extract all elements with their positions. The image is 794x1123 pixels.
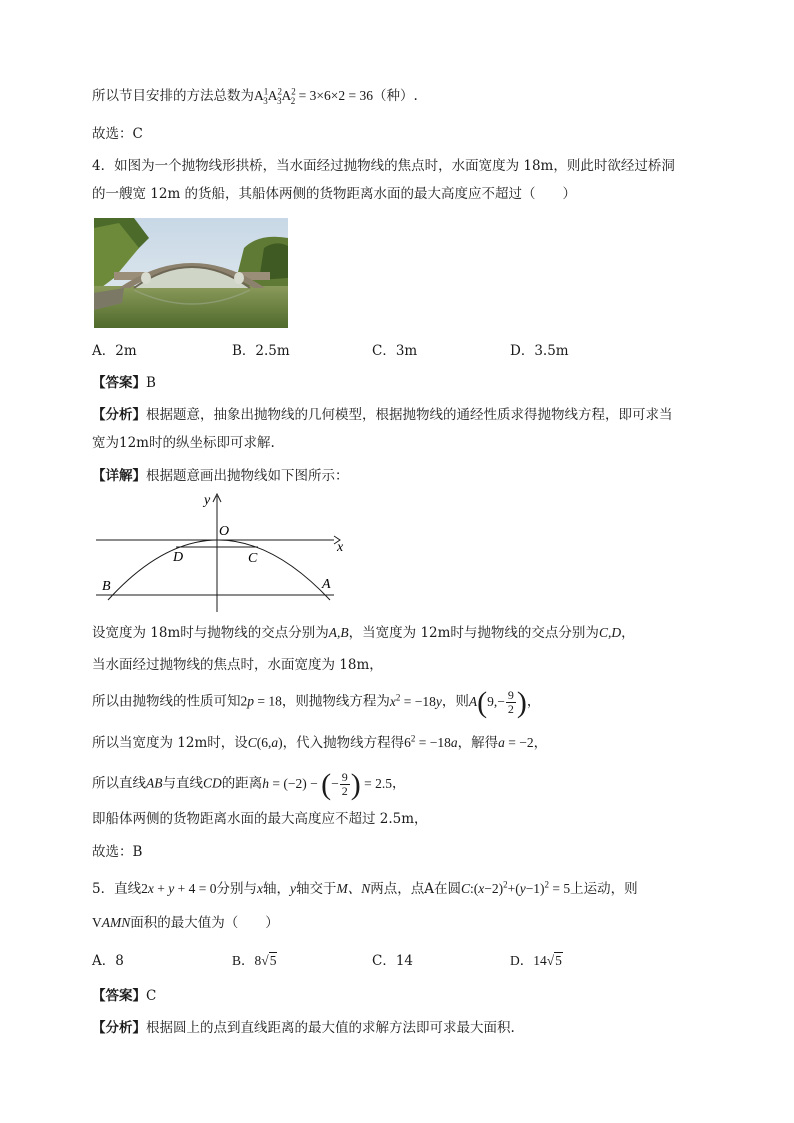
- text-line: [92, 86, 418, 106]
- text-segment: ，: [621, 625, 635, 641]
- detail-tag: 【详解】: [92, 468, 146, 484]
- parabola-curve: [108, 540, 330, 600]
- math-expression: A(9,− $\frac{9}{2}$ ): [468, 685, 527, 719]
- math-expression: y: [289, 881, 296, 896]
- answer-line: [92, 373, 156, 393]
- text-segment: 设宽度为 18m时与抛物线的交点分别为: [92, 625, 329, 641]
- option-d: D．3.5m: [510, 343, 569, 359]
- option-a: A．2m: [92, 343, 137, 359]
- analysis-line-1: [92, 405, 673, 425]
- analysis-line-2: 宽为12m时的纵坐标即可求解.: [92, 435, 275, 451]
- answer-value: B: [146, 375, 156, 391]
- text-segment: 所以由抛物线的性质可知: [92, 693, 241, 710]
- math-expression: $A^1_3A^2_3A^2_2 = 3\times 6\times 2 = 36$: [254, 86, 373, 106]
- math-expression: 2p = 18: [240, 693, 282, 709]
- analysis-tag: 【分析】: [92, 1020, 146, 1036]
- analysis-line-3: [92, 1018, 515, 1038]
- text-segment: ，则: [441, 693, 469, 710]
- text-segment: 面积的最大值为（ ）: [130, 915, 279, 931]
- text-segment: 所以节目安排的方法总数为: [92, 88, 254, 104]
- math-expression: CD: [203, 775, 222, 791]
- bridge-photo: [94, 218, 288, 328]
- q5-option-c: C．14: [372, 953, 414, 969]
- label-c: C: [248, 551, 258, 566]
- label-b: B: [102, 579, 111, 594]
- q5-option-a: A．8: [92, 953, 124, 969]
- answer-tag: 【答案】: [92, 988, 146, 1004]
- solution-line-6: 即船体两侧的货物距离水面的最大高度应不超过 2.5m，: [92, 811, 428, 827]
- solution-line-5: 所以直线AB与直线CD的距离h = (−2) − (− $\frac{9}{2}$ ) = 2.5，: [92, 767, 406, 801]
- math-expression: VAMN: [92, 915, 131, 930]
- question-4-line-2: 的一艘宽 12m 的货船，其船体两侧的货物距离水面的最大高度应不超过（ ）: [92, 186, 577, 202]
- text-segment: ，解得: [457, 735, 499, 751]
- math-expression: 2x + y + 4 = 0: [141, 881, 217, 896]
- math-expression: $x^2 = -18y$: [389, 692, 442, 709]
- text-segment: 轴，: [262, 881, 290, 897]
- text-segment: 分别与: [216, 881, 257, 897]
- math-expression: C,D: [598, 625, 622, 640]
- analysis-text: 根据题意，抽象出抛物线的几何模型，根据抛物线的通经性质求得抛物线方程，即可求当: [146, 407, 673, 423]
- math-expression: AB: [146, 775, 163, 791]
- analysis-tag: 【分析】: [92, 407, 146, 423]
- parabola-diagram: [90, 490, 350, 615]
- answer-line-2: [92, 986, 156, 1006]
- answer-value: C: [146, 988, 157, 1004]
- math-expression: A,B: [328, 625, 349, 640]
- label-y: y: [204, 493, 211, 508]
- text-segment: ，当宽度为 12m时与抛物线的交点分别为: [348, 625, 599, 641]
- question-5-line-1: [92, 879, 638, 899]
- solution-line-3: 所以由抛物线的性质可知2p = 18，则抛物线方程为$x^2 = -18y$，则A(9,− $\frac{9}{2}$ )，: [92, 685, 541, 719]
- detail-text: 根据题意画出抛物线如下图所示：: [146, 468, 349, 484]
- option-c: C．3m: [372, 343, 418, 359]
- text-segment: 上运动，则: [570, 881, 638, 897]
- question-5-line-2: [92, 913, 279, 933]
- option-b: B．2.5m: [232, 343, 290, 359]
- text-segment: 轴交于: [295, 881, 337, 897]
- text-segment: （种）.: [372, 88, 418, 104]
- option-letter: D．: [510, 953, 534, 968]
- question-4-line-1: 4．如图为一个抛物线形拱桥，当水面经过抛物线的焦点时，水面宽度为 18m，则此时欲经过桥洞: [92, 158, 675, 174]
- label-a: A: [322, 577, 331, 592]
- text-line: 故选：C: [92, 126, 143, 142]
- math-expression: M、N: [336, 881, 371, 896]
- math-expression: $6^2 = -18a$: [404, 733, 458, 750]
- math-expression: $C:(x-2)^2+(y-1)^2 = 5$: [460, 879, 571, 896]
- math-expression: x: [256, 881, 263, 896]
- q5-option-d: D．14√5: [510, 953, 562, 968]
- analysis-text: 根据圆上的点到直线距离的最大值的求解方法即可求最大面积.: [146, 1020, 515, 1036]
- solution-line-7: 故选：B: [92, 844, 143, 860]
- text-segment: ，则抛物线方程为: [281, 693, 390, 710]
- text-segment: 与直线: [162, 775, 203, 792]
- text-segment: 所以直线: [92, 775, 146, 792]
- text-segment: 5．直线: [92, 881, 142, 897]
- label-d: D: [173, 550, 184, 565]
- text-segment: 的距离: [221, 775, 263, 792]
- solution-line-1: [92, 623, 635, 643]
- math-expression: C(6,a): [247, 735, 283, 750]
- q5-option-b: B．8√5: [232, 953, 277, 968]
- math-expression: a = −2: [498, 735, 534, 750]
- text-segment: 两点，点A在圆: [370, 881, 461, 897]
- solution-line-4: 所以当宽度为 12m时，设C(6,a)，代入抛物线方程得$6^2 = -18a$，解得a = −2，: [92, 733, 548, 751]
- option-letter: B．: [232, 953, 255, 968]
- solution-line-2: 当水面经过抛物线的焦点时，水面宽度为 18m，: [92, 657, 383, 673]
- answer-tag: 【答案】: [92, 375, 146, 391]
- label-x: x: [337, 540, 344, 555]
- detail-line: [92, 466, 349, 486]
- text-segment: ，代入抛物线方程得: [282, 735, 405, 751]
- label-origin: O: [219, 524, 230, 539]
- text-segment: 所以当宽度为 12m时，设: [92, 735, 248, 751]
- math-expression: h = (−2) − (− $\frac{9}{2}$ ) = 2.5: [262, 767, 392, 801]
